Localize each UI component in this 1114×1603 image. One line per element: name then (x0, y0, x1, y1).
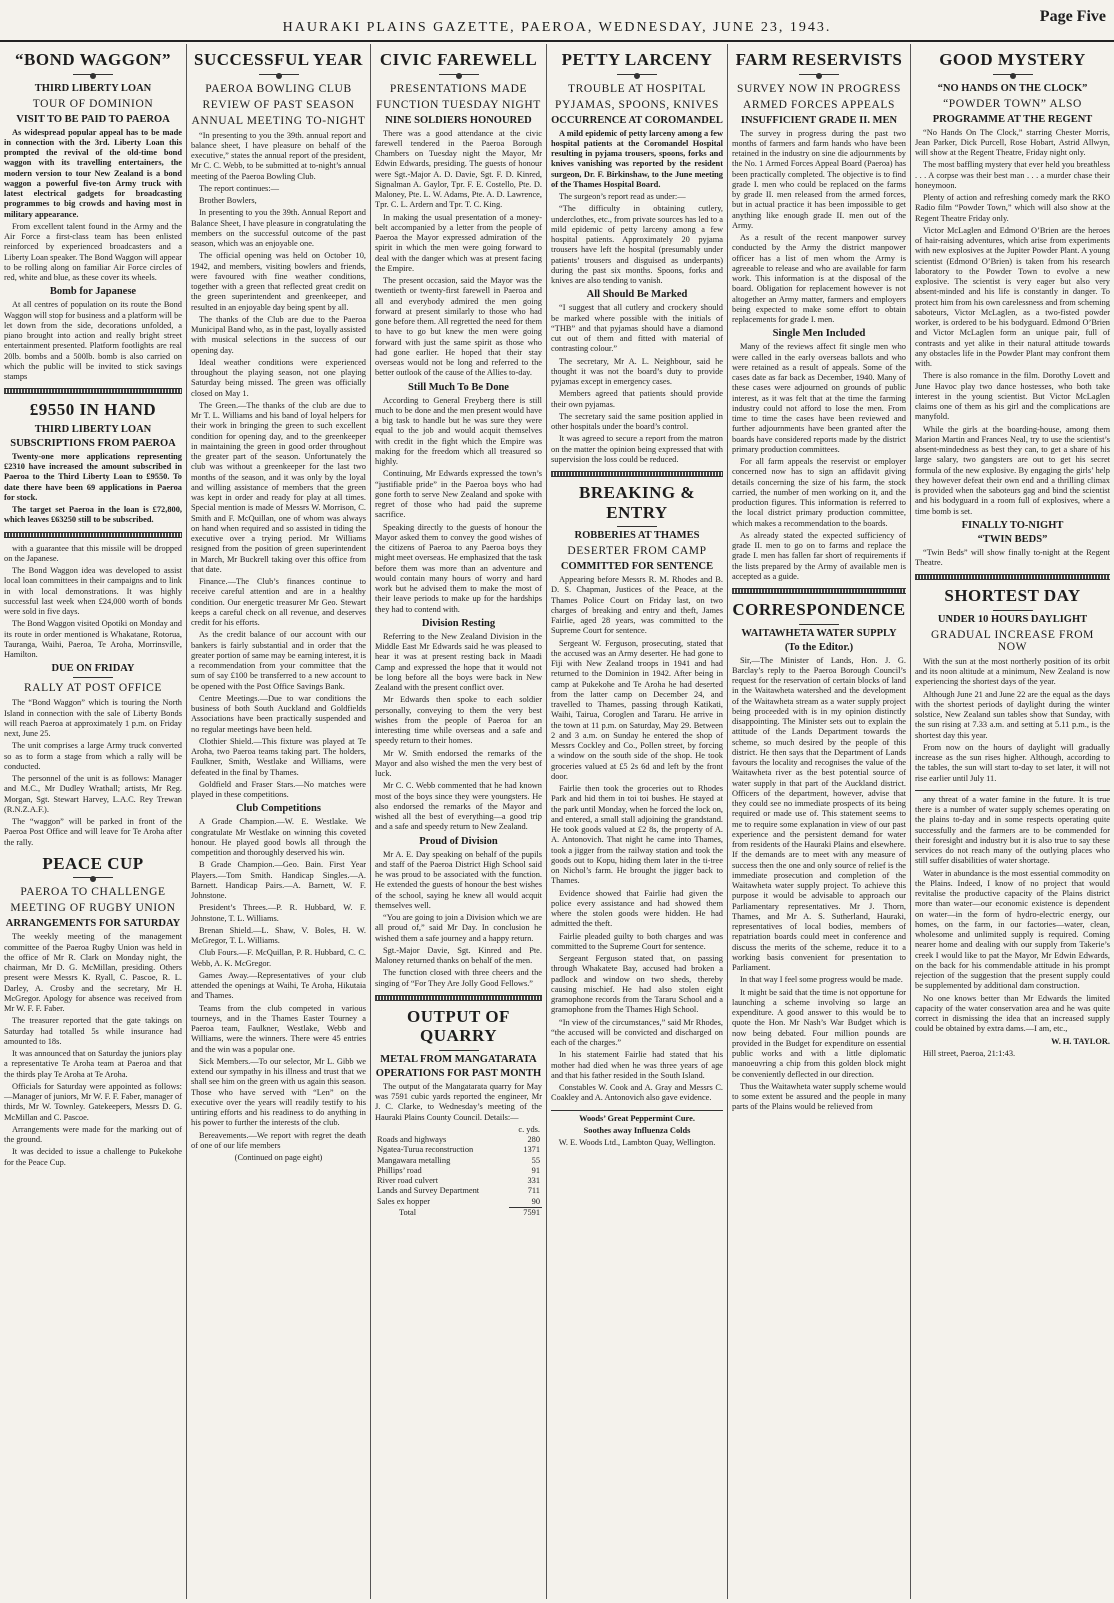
table-cell: 331 (527, 1176, 540, 1186)
article-lead: As widespread popular appeal has to be made in connection with the 3rd. Liberty Loan this prompted the revival of the old-time bond waggon with its travelling entertainers, the modern version to tour New Zealand is a bond waggon a powerful five-ton Army truck with latest electrical gadgets for broadcasting programmes to big crowds and having most in military appearance. (4, 127, 182, 219)
table-cell: 1371 (523, 1145, 540, 1155)
subhead: UNDER 10 HOURS DAYLIGHT (937, 613, 1088, 625)
column-5 (728, 44, 910, 1599)
article-paragraph: Brenan Shield.—L. Shaw, V. Boles, H. W. McGregor, T. L. Williams. (191, 925, 366, 946)
article-paragraph: The output of the Mangatarata quarry for May was 7591 cubic yards reported the engineer, Mr J. C. Clarke, to Wednesday’s meeting of the Hauraki Plains County Council. Details:— (375, 1081, 542, 1122)
article-lead: A mild epidemic of petty larceny among a few hospital patients at the Coromandel Hospital resulting in pyjama trousers, spoons, forks and knives vanishing was reported by the resident surgeon, Dr. F. Birkinshaw, to the June meeting of the Thames Hospital Board. (551, 128, 723, 189)
divider (993, 610, 1033, 611)
article-paragraph: B Grade Champion.—Geo. Bain. First Year Players.—Tom Smith. Handicap Singles.—A. Barnett. Handicap Pairs.—A. Barnett, W. F. Johnstone. (191, 860, 366, 901)
article-paragraph: The most baffling mystery that ever held you breathless . . . A corpse was their best man . . . a murder chase their honeymoon. (915, 160, 1110, 190)
section-divider (375, 995, 542, 1001)
article-paragraph: with a guarantee that this missile will be dropped on the Japanese. (4, 543, 182, 563)
article-paragraph: Centre Meetings.—Due to war conditions the business of both South Auckland and Goldfields Associations have been practically suspended and no regular meetings have been held. (191, 693, 366, 734)
subhead: ANNUAL MEETING TO-NIGHT (191, 114, 366, 127)
article-paragraph: The Bond Waggon visited Opotiki on Monday and its route in order mentioned is Whakatane, Rotorua, Tauranga, Waihi, Paeroa, Te Aroha, Morrinsville, Hamilton. (4, 619, 182, 660)
article-paragraph: “Twin Beds” will show finally to-night at the Regent Theatre. (915, 547, 1110, 568)
quarry-output-table (375, 1125, 542, 1218)
subhead: SURVEY NOW IN PROGRESS (736, 82, 902, 95)
article-paragraph: The Bond Waggon idea was developed to assist local loan committees in their campaigns and to link in with local demonstrations. It was highly successful last week when £24,000 worth of bonds were sold in five days. (4, 566, 182, 617)
subhead: INSUFFICIENT GRADE II. MEN (740, 114, 898, 126)
article-paragraph: Mr C. C. Webb commented that he had known most of the boys since they were youngsters. He also endorsed the remarks of the Mayor and wished all the best of everything—a good trip and a safe and speedy return to New Zealand. (375, 781, 542, 832)
article-paragraph: The survey in progress during the past two months of farmers and farm hands who have been retained in the industry on sine die adjournments by the No. 1 Armed Forces Appeal Board (Paeroa) has been practically completed. The objective is to find grade I. men who could be replaced on the farms by grade II. men released from the armed forces, but in actual practice it has been impossible to get anything like enough grade II. men out of the Army. (732, 128, 906, 230)
article-paragraph: Sir,—The Minister of Lands, Hon. J. G. Barclay’s reply to the Paeroa Borough Council’s request for the reservation of certain blocks of land in the Waitawheta watershed and the development of the Waitawheta stream as a water supply project being proceeded with is in my opinion distinctly disappointing. The Minister sets out to explain the attitude of the Lands Department towards the scheme, so much desired by the people of this district. He then says that the Department of Lands favours the locality and recognises the value of the Waitawheta river as the best potential source of water supply in that part of the Auckland district. Officers of the department, however, advise that they could see no immediate prospects of its being required or made use of. This statement seems to me to require some explanation in view of our past experience and the persistent demand for water from residents of the Hauraki Plains and elsewhere. If the demands are to meet with any measure of success then the one and only source of relief is the immediate prosecution and completion of the Waitawheta water supply project. To achieve this purpose it would be advisable to approach our Parliamentary representatives. Mr J. Thorn, Thames, and Mr A. S. Sutherland, Hauraki, representatives of local bodies, members of repatriation boards could meet in conference and discuss the merits of the scheme, reduce it to a working basis convenient for presentation to Parliament. (732, 655, 906, 973)
article-paragraph: Bereavements.—We report with regret the death of one of our life members (191, 1130, 366, 1150)
table-cell: 280 (527, 1135, 540, 1145)
headline-correspondence: CORRESPONDENCE (732, 600, 906, 620)
table-cell: Ngatea-Turua reconstruction (377, 1145, 474, 1155)
advertisement (551, 1110, 723, 1149)
article-paragraph: “The difficulty in obtaining cutlery, underclothes, etc., from private sources has led to a mild epidemic of petty larceny among a few hospital patients. Approximately 20 pyjama trousers have left the hospital (presumably under patients’ trousers and disguised as underpants) during the past six months. Spoons, forks and knives are also tending to vanish. (551, 204, 723, 286)
article-paragraph: With the sun at the most northerly position of its orbit and its noon altitude at a minimum, New Zealand is now experiencing the shortest days of the year. (915, 656, 1110, 687)
article-paragraph: As a result of the recent manpower survey conducted by the Army the district manpower officer has a list of men whom the Army is agreeable to release and who are available for farm work. This information is at the disposal of the board. Obligation for replacement however is not altogether an Army matter, farmers and employers being expected to make some effort to obtain replacements for grade I. men. (732, 233, 906, 325)
headline-peace-cup: PEACE CUP (42, 853, 144, 873)
table-cell: 91 (531, 1165, 540, 1175)
article-paragraph: According to General Freyberg there is still much to be done and the men present would have a big task to handle but he was sure they were equal to the job and would acquit themselves with credit in the fight which the Empire was making for the freedom which all treasured so highly. (375, 395, 542, 467)
article-paragraph: Sergeant W. Ferguson, prosecuting, stated that the accused was an Army deserter. He had gone to Fiji with New Zealand troops in 1941 and had returned to the Dominion in 1942. After being in camp at Pukekohe and Te Aroha he had deserted from the latter camp on December 24, and travelled to Thames, passing through Katikati, Waihi, Tairua, Coroglen and Tararu. He arrive in the town at 11 p.m. on Saturday, May 29. Between 2 and 3 a.m. on Sunday he entered the shop of Messrs Cockley and Co., Pollen street, by forcing a window on the south side of the shop. He took groceries valued at £5 2s 6d and left by the front door. (551, 638, 723, 781)
headline-output-of-quarry: OUTPUT OF QUARRY (407, 1006, 510, 1046)
crosshead: Bomb for Japanese (49, 286, 137, 298)
article-paragraph: Evidence showed that Fairlie had given the police every assistance and had showed them where the stolen goods were hidden. He had admitted the theft. (551, 888, 723, 929)
article-paragraph: There was a good attendance at the civic farewell tendered in the Paeroa Borough Chambers on Tuesday night the Mayor, Mr Edwin Edwards, presiding. The guests of honour were Sgt.-Major A. D. Davie, Sgt. F. D. Kinred, Signalman A. Gaylor, Tpr. F. E. Costello, Pte. D. Maloney, Pte. L. W. Adams, Pte. A. D. Lawrence, Tpr. C. L. Ardern and Tpr. T. C. King. (375, 128, 542, 210)
headline-farm-reservists: FARM RESERVISTS (735, 50, 903, 69)
article-paragraph: Thus the Waitawheta water supply scheme would to some extent be assured and the people in many parts of the Plains would be relieved from (732, 1081, 906, 1112)
subhead: SUBSCRIPTIONS FROM PAEROA (10, 437, 176, 449)
table-row (375, 1156, 542, 1166)
table-header-row (375, 1125, 542, 1135)
headline-civic-farewell: CIVIC FAREWELL (379, 50, 538, 69)
article-paragraph: The report continues:— (199, 183, 280, 193)
ad-line: W. E. Woods Ltd., Lambton Quay, Wellington. (558, 1138, 716, 1148)
article-paragraph: The personnel of the unit is as follows: Manager and M.C., Mr Dudley Wrathall; artists, Mr Reg. Morgan, Sgt. Stewart Harvey, L.A.C. Rey Trewan (R.N.Z.A.F.). (4, 774, 182, 814)
subhead: TROUBLE AT HOSPITAL (567, 82, 707, 95)
subhead: WAITAWHETA WATER SUPPLY (741, 627, 897, 639)
article-paragraph: Goldfield and Fraser Stars.—No matches were played in these competitions. (191, 779, 366, 800)
table-row (375, 1166, 542, 1176)
subhead: PAEROA BOWLING CLUB (205, 82, 352, 95)
masthead (0, 0, 1114, 42)
article-paragraph: Mr W. Smith endorsed the remarks of the Mayor and also wished the men the very best of luck. (375, 748, 542, 779)
column-4 (547, 44, 727, 1599)
headline-successful-year: SUCCESSFUL YEAR (194, 50, 363, 69)
letter-address: Hill street, Paeroa, 21:1:43. (923, 1048, 1016, 1058)
subhead: ARMED FORCES APPEALS (743, 98, 895, 111)
subhead: DESERTER FROM CAMP (567, 545, 707, 558)
section-divider (732, 588, 906, 594)
column-3 (371, 44, 546, 1599)
ad-line: Soothes away Influenza Colds (583, 1125, 691, 1135)
subhead: COMMITTED FOR SENTENCE (560, 561, 714, 573)
article-paragraph: The target set Paeroa in the loan is £72,800, which leaves £63250 still to be subscribed. (4, 505, 182, 525)
article-paragraph: For all farm appeals the reservist or employer concerned now has to sign an affidavit giving details concerning the size of his farm, the stock carried, the number of men working on it, and the production figures. This information is referred to the local district primary production committee, which makes a recommendation to the boards. (732, 457, 906, 528)
article-paragraph: It was decided to issue a challenge to Pukekohe for the Peace Cup. (4, 1147, 182, 1167)
article-paragraph: There is also romance in the film. Dorothy Lovett and June Havoc play two dance hostesses, who both take interest in the young scientist. But Victor McLaglen claims one of them as his girl and the complications are manyfold. (915, 371, 1110, 422)
subhead: DUE ON FRIDAY (51, 663, 135, 675)
table-row (375, 1197, 542, 1208)
headline-breaking-entry: BREAKING & ENTRY (579, 483, 695, 522)
ad-line: Woods’ Great Peppermint Cure. (579, 1113, 695, 1123)
article-paragraph: In that way I feel some progress would be made. (740, 975, 903, 985)
divider-dot (1010, 73, 1016, 79)
article-paragraph: No one knows better than Mr Edwards the limited capacity of the water conservation area and he was quite correct in dismissing the idea that an increased supply could be obtained by extra dams.—I am, etc., (915, 993, 1110, 1034)
subhead: TOUR OF DOMINION (32, 97, 154, 110)
subhead: ROBBERIES AT THAMES (574, 530, 700, 542)
article-paragraph: Members agreed that patients should provide their own pyjamas. (551, 389, 723, 409)
article-paragraph: The “waggon” will be parked in front of the Paeroa Post Office and will leave for Te Aroha after the rally. (4, 817, 182, 847)
subhead: PROGRAMME AT THE REGENT (932, 113, 1093, 125)
subhead: “NO HANDS ON THE CLOCK” (937, 82, 1088, 94)
article-paragraph: Victor McLaglen and Edmond O’Brien are the heroes of hair-raising adventures, which arise from experiments with new explosives at the Jupiter Powder Plant. A young scientist (Edmond O’Brien) is taken from his research laboratory to the Powder Town to evolve a new explosive. The scientist is very eager but also very absent-minded and his life is constantly in danger. To protect him from his own carelessness and from scheming saboteurs, Victor McLaglen, as a two-fisted powder worker, is ordered to be his bodyguard. Edmond O’Brien and Victor McLaglen form an unique pair, full of contrasts and yet alike in their natural attitude towards any obstacles life in the Powder Plant may confront them with. (915, 225, 1110, 369)
divider (799, 624, 839, 625)
continued-note: (Continued on page eight) (234, 1153, 323, 1163)
crosshead: All Should Be Marked (586, 289, 688, 301)
subhead: PYJAMAS, SPOONS, KNIVES (555, 98, 719, 111)
divider-dot (90, 73, 96, 79)
subhead: PAEROA TO CHALLENGE (20, 886, 166, 899)
headline-good-mystery: GOOD MYSTERY (939, 50, 1086, 69)
article-paragraph: Games Away.—Representatives of your club attended the openings at Waihi, Te Aroha, Hikutaia and Thames. (191, 970, 366, 1001)
article-paragraph: Many of the reviews affect fit single men who were called in the early overseas ballots and who were retained as a result of appeals. Some of the cases date as far back as December, 1940. Many of these cases were adjourned on grounds of public interest, as it was felt that at the time the farming industry could not afford to lose the men. From time to time the cases have been reviewed and further adjournments have been granted after the boards have considered reports made by the district primary production committees. (732, 342, 906, 454)
article-paragraph: From now on the hours of daylight will gradually increase as the sun rises higher. Although, according to the tables, the sun will start to-day to set later, it will not rise earlier until July 11. (915, 742, 1110, 783)
crosshead: Single Men Included (772, 328, 866, 340)
table-row (375, 1176, 542, 1186)
subhead: VISIT TO BE PAID TO PAEROA (16, 113, 170, 125)
article-paragraph: any threat of a water famine in the future. It is true there is a number of water supply schemes operating on the plains to-day and in some respects operating quite successfully and the farmers are to be commended for their foresight and industry but it is also true to say these services do not reach many of the outlying places who still suffer disabilities of water shortage. (915, 794, 1110, 866)
article-paragraph: The surgeon’s report read as under:— (559, 192, 686, 202)
column-6 (911, 44, 1114, 1599)
crosshead: Still Much To Be Done (408, 381, 509, 393)
article-paragraph: The secretary said the same position applied in other hospitals under the board’s control. (551, 411, 723, 432)
article-paragraph: Although June 21 and June 22 are the equal as the days with the shortest periods of daylight during the winter solstice, New Zealand sun tables show that Sunday, with the sun rising at 7.33 a.m. and setting at 5.11 p.m., is the shortest day this year. (915, 689, 1110, 740)
subhead: OCCURRENCE AT COROMANDEL (551, 114, 723, 126)
subhead: THIRD LIBERTY LOAN (34, 423, 152, 435)
section-divider (4, 388, 182, 394)
table-header: c. yds. (518, 1124, 540, 1134)
divider-dot (816, 73, 822, 79)
subhead: REVIEW OF PAST SEASON (202, 98, 355, 111)
table-cell: Sales ex hopper (377, 1196, 431, 1206)
article-paragraph: Club Fours.—F. McQuillan, P. R. Hubbard, C. C. Webb, A. K. McGregor. (191, 948, 366, 968)
table-cell: Mangawara metalling (377, 1155, 451, 1165)
masthead-title: HAURAKI PLAINS GAZETTE, PAEROA, WEDNESDAY, JUNE 23, 1943. (282, 20, 832, 35)
table-cell: River road culvert (377, 1176, 438, 1186)
table-row (375, 1135, 542, 1145)
crosshead: Proud of Division (419, 835, 498, 847)
subhead: METAL FROM MANGATARATA (380, 1053, 537, 1065)
article-paragraph: In his statement Fairlie had stated that his mother had died when he was three years of age and that his father resided in the South Island. (551, 1050, 723, 1080)
article-paragraph: At all centres of population on its route the Bond Waggon will stop for business and a platform will be let down from the side, decorations unfolded, a piano brought into action and really bright street entertainment presented. Platform footlights are real 20lb. bombs and a 500lb. bomb is also carried on which the public will be invited to stick savings stamps (4, 300, 182, 382)
subhead: FUNCTION TUESDAY NIGHT (376, 98, 541, 111)
article-paragraph: Mr A. E. Day speaking on behalf of the pupils and staff of the Paeroa District High School said he was proud to be associated with the function. He extended the guests of honour the best wishes of the school, saying he knew all would acquit themselves well. (375, 849, 542, 910)
article-paragraph: It might be said that the time is not opportune for launching a scheme involving so large an expenditure. A good answer to this would be to quote the Hon. Mr Nash’s War Budget which is now being debated. Four million pounds are provided in the Budget for expenditure on essential public works and with a little diplomatic manoeuvring a chip from this golden block might be conveniently deflected in our direction. (732, 987, 906, 1079)
headline-petty-larceny: PETTY LARCENY (561, 50, 713, 69)
article-paragraph: Plenty of action and refreshing comedy mark the RKO Radio film “Powder Town,” which will also show at the Regent Theatre Friday only. (915, 193, 1110, 223)
subhead: OPERATIONS FOR PAST MONTH (375, 1067, 542, 1079)
article-paragraph: As the credit balance of our account with our bankers is fairly substantial and in order that the greater portion of same may be earning interest, it is a recommendation from your committee that the sum of say £100 be transferred to a new account to be opened with the Post Office Savings Bank. (191, 630, 366, 691)
crosshead: Club Competitions (236, 803, 321, 815)
subhead: “TWIN BEDS” (977, 533, 1048, 545)
article-paragraph: Finance.—The Club’s finances continue to receive careful attention and are in a healthy condition. Our energetic treasurer Mr Geo. Stewart keeps a careful check on all revenue, and deserves credit for his efforts. (191, 577, 366, 628)
article-paragraph: Brother Bowlers, (199, 196, 257, 206)
subhead: ARRANGEMENTS FOR SATURDAY (5, 918, 181, 930)
article-paragraph: Sick Members.—To our selector, Mr L. Gibb we extend our sympathy in his illness and trust that we shall see him on the green with us again this season. Those who have served with “Len” on the executive over the years will readily testify to his untiring efforts and his readiness to do anything in his power to further the interests of the club. (191, 1056, 366, 1128)
article-paragraph: Referring to the New Zealand Division in the Middle East Mr Edwards said he was pleased to hear it was at present resting back in Maadi Camp and expressed the hope that it would not be long before all the boys were back in New Zealand with the present conflict over. (375, 631, 542, 693)
article-paragraph: The present occasion, said the Mayor was the twentieth or twenty-first farewell in Paeroa and all and everybody admired the men going forward at present similarly to those who had gone before them. All regretted the need for them to have to go but knew the men were going forward with just the same spirit as those who had gone earlier. He hoped that their stay overseas would not be long and referred to the better outlook of the cause of the Allies to-day. (375, 276, 542, 378)
divider-dot (634, 73, 640, 79)
article-paragraph: Sgt.-Major Davie, Sgt. Kinred and Pte. Maloney returned thanks on behalf of the men. (375, 945, 542, 966)
headline-bond-waggon: “BOND WAGGON” (15, 50, 171, 69)
subhead: NINE SOLDIERS HONOURED (385, 114, 532, 126)
article-paragraph: Water in abundance is the most essential commodity on the Plains. Indeed, I know of no project that would revitalise the productive capacity of the Plains district more than water—our economic existence is dependent on water—in the form of hydro-electric energy, our homes, on the farm, in our factories—water, clean, wholesome and unlimited supply is required. Coming nearer home and dealing with our supply from Takerie’s creek I would like to pat the Mayor, Mr Edwin Edwards, on the back for his commendable attitude in his prompt rejection of the suggestion that the present supply could be supplemented by additional dam construction. (915, 868, 1110, 991)
crosshead: Division Resting (421, 617, 496, 629)
section-divider (551, 471, 723, 477)
article-paragraph: The thanks of the Club are due to the Paeroa Municipal Band who, as in the past, loyally assisted with musical selections in the success of our opening day. (191, 314, 366, 355)
page-number: Page Five (1039, 8, 1106, 25)
subhead: MEETING OF RUGBY UNION (10, 902, 176, 915)
letter-signature: W. H. TAYLOR. (1051, 1036, 1110, 1046)
section-divider (915, 574, 1110, 580)
divider-dot (276, 73, 282, 79)
table-cell: Lands and Survey Department (377, 1186, 480, 1196)
section-divider (4, 532, 182, 538)
table-cell: Total (399, 1207, 417, 1217)
article-paragraph: “No Hands On The Clock,” starring Chester Morris, Jean Parker, Dick Purcell, Rose Hobart, Astrid Allwyn, will show at the Regent Theatre, Friday night only. (915, 127, 1110, 158)
column-1 (0, 44, 186, 1599)
article-paragraph: “In view of the circumstances,” said Mr Rhodes, “the accused will be convicted and discharged on each of the charges.” (551, 1017, 723, 1048)
article-paragraph: It was agreed to secure a report from the matron on the matter the opinion being expressed that with supervision the loss could be reduced. (551, 434, 723, 464)
subhead: GRADUAL INCREASE FROM NOW (931, 628, 1094, 653)
article-paragraph: The weekly meeting of the management committee of the Paeroa Rugby Union was held in the office of Mr R. Clark on Monday night, the chairman, Mr D. G. McMillan, presiding. Others present were Messrs K. Ryall, C. Pascoe, R. L. Darley, A. Crosby and the secretary, Mr H. McGregor. Apology for absence was received from Mr W. F. F. Faber. (4, 932, 182, 1014)
article-paragraph: Constables W. Cook and A. Gray and Messrs C. Coakley and A. Antonovich also gave evidence. (551, 1083, 723, 1103)
article-paragraph: Arrangements were made for the marking out of the ground. (4, 1124, 182, 1145)
article-paragraph: “I suggest that all cutlery and crockery should be marked where possible with the initials of “THB” and that pyjamas should have a diamond cut out of them and fitted with material of contrasting colour.” (551, 303, 723, 354)
section-divider (915, 790, 1110, 791)
subhead: THIRD LIBERTY LOAN (34, 82, 152, 94)
article-paragraph: President’s Threes.—P. R. Hubbard, W. F. Johnstone, T. L. Williams. (191, 903, 366, 923)
article-paragraph: Mr Edwards then spoke to each soldier personally, conveying to them the very best wishes from the people of Paeroa for an interesting time while overseas and a safe and speedy return to their homes. (375, 695, 542, 746)
divider (439, 1050, 479, 1051)
article-paragraph: While the girls at the boarding-house, among them Marion Martin and Frances Neal, try to use the scientist’s absent-mindedness as best they can, to get a share of his large salary, two gangsters are out to get his secret formula of the new explosive. By engaging the girls’ help they however defeat their own end and a thrilling climax is provided when the saboteurs gag and bind the scientist and his bodyguard in a room full of explosives, where a time bomb is set. (915, 424, 1110, 516)
article-paragraph: Clothier Shield.—This fixture was played at Te Aroha, two Paeroa teams taking part. The holders, Faulkner, Smith, Westlake and Williams, were defeated in the final by Thames. (191, 736, 366, 777)
article-paragraph: In presenting to you the 39th. Annual Report and Balance Sheet, I have pleasure in congratulating the members on the successful outcome of the past season, which was an enjoyable one. (191, 208, 366, 249)
article-paragraph: The “Bond Waggon” which is touring the North Island in connection with the sale of Liberty Bonds will reach Paeroa at approximately 1 p.m. on Friday next, June 25. (4, 698, 182, 739)
article-paragraph: Ideal weather conditions were experienced throughout the playing season, not one playing Saturday being missed. The green was officially closed on May 1. (191, 357, 366, 398)
article-paragraph: The Green.—The thanks of the club are due to Mr T. L. Williams and his band of loyal helpers for their work in bringing the green to such excellent condition for opening day, and to the greenkeeper in maintaining the green in good order throughout the greater part of the season. Unfortunately the club was without a greenkeeper for the last two months of the season, and it was only by the loyal and willing assistance of members that the green was kept in order and ready for play at all times. Special mention is made of Messrs W. Morrison, C. Smith and F. McQuillan, one of whom was always on hand when required and so assisted in tiding the executive over a trying period. Mr Williams resigned from the position of green superintendent in March, Mr Buckrell taking over this office from that date. (191, 400, 366, 574)
table-row (375, 1145, 542, 1155)
article-paragraph: Appearing before Messrs R. M. Rhodes and B. D. S. Chapman, Justices of the Peace, at the Thames Police Court on Friday last, on two charges of breaking and entry and theft, James Fairlie, aged 28 years, was committed to the Supreme Court for sentence. (551, 575, 723, 636)
article-paragraph: The secretary, Mr A. L. Neighbour, said he thought it was not the board’s duty to provide pyjamas except in emergency cases. (551, 356, 723, 387)
table-cell: 55 (531, 1155, 540, 1165)
article-paragraph: “You are going to join a Division which we are all proud of,” said Mr Day. In conclusion he wished them a safe journey and a happy return. (375, 913, 542, 943)
headline-9550-in-hand: £9550 IN HAND (29, 400, 157, 420)
article-paragraph: A Grade Champion.—W. E. Westlake. We congratulate Mr Westlake on winning this coveted honour. He played good bowls all through the competition and thoroughly deserved his win. (191, 817, 366, 858)
article-paragraph: “In presenting to you the 39th. annual report and balance sheet, I have pleasure on behalf of the executive,” states the annual report of the president, Mr C. C. Webb, to be submitted at to-night’s annual meeting of the Paeroa Bowling Club. (191, 130, 366, 181)
article-paragraph: Fairlie pleaded guilty to both charges and was committed to the Supreme Court for sentence. (551, 931, 723, 951)
article-paragraph: Sergeant Ferguson stated that, on passing through Whakatete Bay, accused had broken a padlock and window on two sheds, thereby causing mischief. He had also stolen eight gramophone records from the Tararu School and a gramophone from the Thames High School. (551, 954, 723, 1015)
article-paragraph: The function closed with three cheers and the singing of “For They Are Jolly Good Fellows.” (375, 968, 542, 988)
divider-dot (90, 876, 96, 882)
subhead: PRESENTATIONS MADE (389, 82, 528, 95)
article-paragraph: Fairlie then took the groceries out to Rhodes Park and hid them in toi toi bushes. He stayed at the park until Monday, when he forced the lock on, and entered, a small stall adjoining the grandstand. He took goods valued at £2 8s, the property of A. A. Antonovich. That night he came into Thames, took a jigger from the railway station and took the goods out to Kopu, hiding them later in the ti-tree on Nichol’s farm. He brought the jigger back to Thames. (551, 784, 723, 886)
article-paragraph: As already stated the expected sufficiency of grade II. men to go on to farms and replace the grade I. men has fallen far short of requirements if the lists prepared by the Army of available men is accepted as a guide. (732, 530, 906, 581)
article-paragraph: The unit comprises a large Army truck converted so as to form a stage from which a rally will be conducted. (4, 741, 182, 771)
article-paragraph: It was announced that on Saturday the juniors play a representative Te Aroha team at Paeroa and that the thirds play Te Aroha at Te Aroha. (4, 1049, 182, 1079)
article-paragraph: From excellent talent found in the Army and the Air Force a first-class team has been enlisted reinforced by experienced broadcasters and a Liberty Loan speaker. The Bond Waggon will appear to be rolling along on familiar Air Force circles of red, white and blue, as these cover its wheels. (4, 221, 182, 283)
article-paragraph: Speaking directly to the guests of honour the Mayor asked them to convey the good wishes of the citizens of Paeroa to any Paeroa boys they might meet overseas. He emphasized that the task before them was more than an adventure and would contain many hours of worry and hard work but he advised them to make the most of their leave periods to make up for the hardships they had to contend with. (375, 522, 542, 614)
headline-shortest-day: SHORTEST DAY (944, 586, 1081, 606)
divider (617, 526, 657, 527)
article-lead: Twenty-one more applications representing £2310 have increased the amount subscribed in Paeroa to the Third Liberty Loan to £9550. To date there have been 69 applications in Paeroa for stock. (4, 451, 182, 502)
article-paragraph: In making the usual presentation of a money-belt accompanied by a letter from the people of Paeroa the Mayor expressed admiration of the spirit in which the men were going forward to deal with the danger which was at present facing the Empire. (375, 212, 542, 273)
column-2 (187, 44, 370, 1599)
divider (73, 677, 113, 678)
table-cell: 7591 (509, 1207, 542, 1218)
article-paragraph: The treasurer reported that the gate takings on Saturday had totalled 5s while insurance had amounted to 18s. (4, 1016, 182, 1046)
subhead: FINALLY TO-NIGHT (961, 519, 1064, 531)
article-paragraph: Officials for Saturday were appointed as follows:—Manager of juniors, Mr W. F. F. Faber, manager of thirds, Mr W. Townley. Gatekeepers, Messrs D. G. McMillan and C. Pascoe. (4, 1081, 182, 1122)
table-row (375, 1186, 542, 1196)
table-total-row (375, 1207, 542, 1218)
table-cell: Roads and highways (377, 1135, 447, 1145)
article-paragraph: The official opening was held on October 10, 1942, and members, visiting bowlers and friends, were favoured with fine weather conditions, together with a green that reflected great credit on the green superintendent and greenkeeper, and resulted in an enjoyable day being spent by all. (191, 251, 366, 312)
article-paragraph: Continuing, Mr Edwards expressed the town’s “justifiable pride” in the Paeroa boys who had gone forth to serve New Zealand and spoke with regret of those who had paid the supreme sacrifice. (375, 469, 542, 520)
table-cell: Phillips’ road (377, 1165, 422, 1175)
article-paragraph: Teams from the club competed in various tourneys, and in the Thames Easter Tourney a Paeroa team, Faulkner, Westlake, Webb and Williams, were the winners. There were 45 entries and the win was a popular one. (191, 1003, 366, 1054)
divider-dot (456, 73, 462, 79)
subhead: RALLY AT POST OFFICE (23, 682, 163, 695)
subhead: (To the Editor.) (784, 641, 854, 653)
table-cell: 90 (531, 1196, 540, 1206)
table-cell: 711 (527, 1186, 540, 1196)
subhead: “POWDER TOWN” ALSO (943, 97, 1082, 110)
